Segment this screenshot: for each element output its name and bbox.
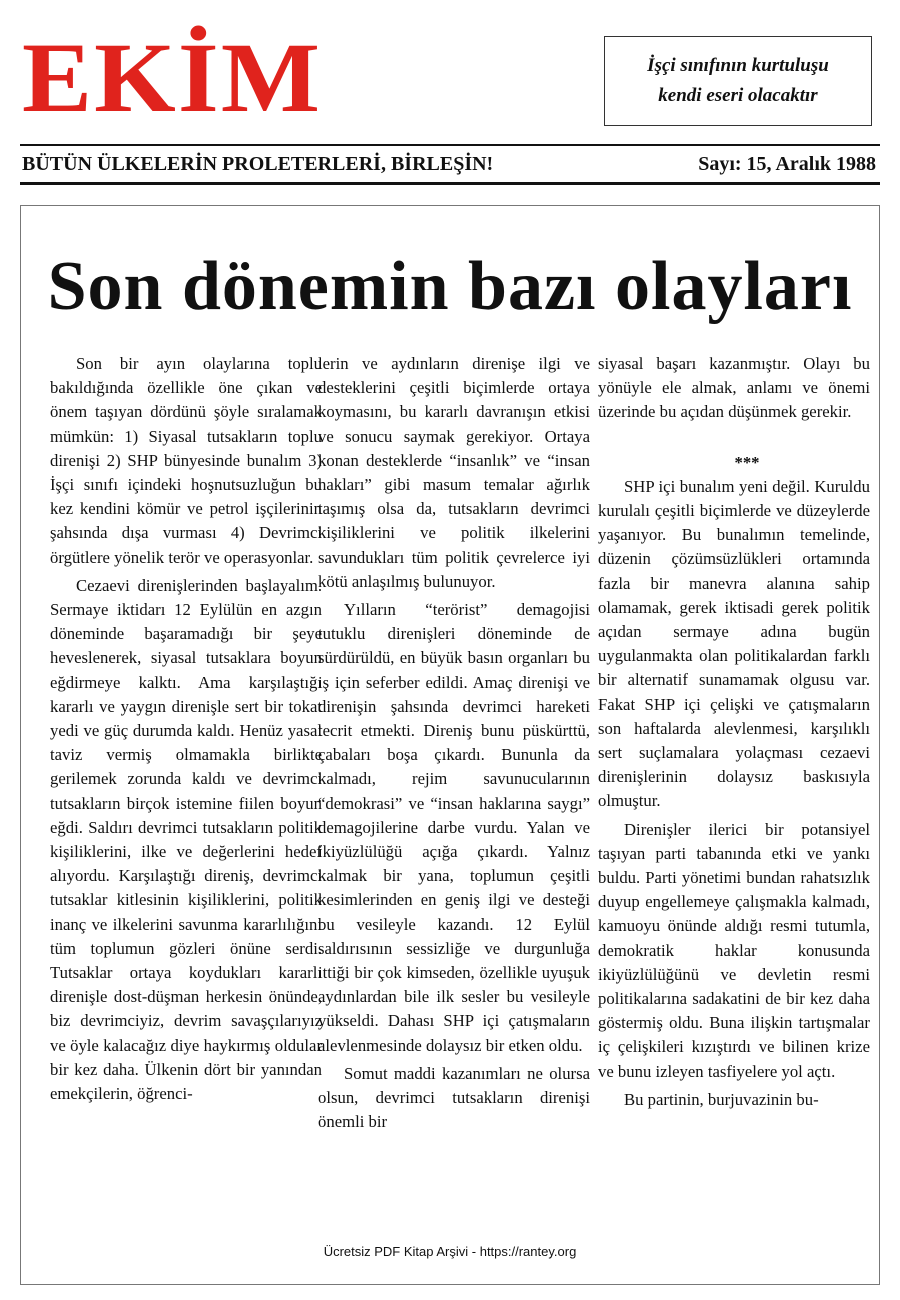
- issue-info: Sayı: 15, Aralık 1988: [698, 153, 876, 175]
- slogan-box: [604, 36, 872, 126]
- paragraph: SHP içi bunalım yeni değil. Kuruldu kurulalı çeşitli biçimlerde ve düzeylerde yaşanıyor. Bu bunalımın temelinde, düzenin çözümsüzlükleri ortamında fazla bir manevra alanına sahip olamamak, gerek iktisadi gerek politik açıdan sermaye adına bugün uygulanmakta olan politikalardan farklı bir alternatif sunamamak olgusu var. Fakat SHP içi çelişki ve çatışmaların son haftalarda alevlenmesi, karşılıklı sert suçlamalara yolaçması cezaevi direnişlerinin dolaysız baskısıyla olmuştur.: [598, 476, 870, 811]
- paragraph: Son bir ayın olaylarına toplu bakıldığında özellikle öne çıkan ve önem taşıyan dördünü şöyle sıralamak mümkün: 1) Siyasal tutsakların toplu direnişi 2) SHP bünyesinde bunalım 3) İşçi sınıfı içindeki hoşnutsuzluğun bu kez kendini kömür ve petrol işçilerinin şahsında dışa vurması 4) Devrimci örgütlere yönelik terör ve operasyonlar.: [50, 354, 322, 567]
- article-column-2: [318, 352, 590, 1135]
- paragraph: Yılların “terörist” demagojisi tutuklu direnişleri döneminde de sürdürüldü, en büyük basın organları bu iş için seferber edildi. Amaç direnişi ve direnişin şahsında devrimci hareketi tecrit etmekti. Direniş bunu püskürttü, çabaları boşa çıkardı. Bununla da kalmadı, rejim savunucularının “demokrasi” ve “insan haklarına saygı” demagojilerine darbe vurdu. Yalan ve ikiyüzlülüğü açığa çıkardı. Yalnız kalmak bir yana, toplumun çeşitli kesimlerinden en geniş ilgi ve desteği bu vesileyle kazandı. 12 Eylül saldırısının sessizliğe ve durgunluğa ittiği bir çok kimseden, özellikle uyuşuk aydınlardan bile ilk sesler bu vesileyle yükseldi. Dahası SHP içi çatışmaların alevlenmesinde dolaysız bir etken oldu.: [318, 600, 590, 1055]
- masthead-top-rule: [20, 144, 880, 146]
- paragraph: Somut maddi kazanımları ne olursa olsun, devrimci tutsakların direnişi önemli bir: [318, 1063, 590, 1132]
- slogan-line-2: kendi eseri olacaktır: [658, 85, 818, 106]
- paragraph: Bu partinin, burjuvazinin bu-: [624, 1089, 819, 1109]
- masthead-strap: BÜTÜN ÜLKELERİN PROLETERLERİ, BİRLEŞİN!: [22, 153, 494, 175]
- paragraph: Direnişler ilerici bir potansiyel taşıyan parti tabanında etki ve yankı buldu. Parti yönetimi bundan rahatsızlık duyup engellemeye çalışmakla kalmadı, kamuoyu önünde aldığı resmi tutumla, demokratik haklar konusunda ikiyüzlülüğünü ve devletin resmi politikalarına sadakatini de bir kez daha göstermiş oldu. Buna ilişkin tartışmalar iç çelişkileri kızıştırdı ve bilinen krize ve bunu izleyen tasfiyelere yol açtı.: [598, 819, 870, 1081]
- masthead-logo: EKİM: [22, 22, 323, 133]
- article-headline: Son dönemin bazı olayları: [47, 248, 853, 325]
- section-separator: ***: [734, 452, 760, 472]
- paragraph: lerin ve aydınların direnişe ilgi ve desteklerini çeşitli biçimlerde ortaya koymasını, bu kararlı davranışın etkisi ve sonucu saymak gerekiyor. Ortaya konan desteklerde “insanlık” ve “insan hakları” gibi masum temalar ağırlık taşımış olsa da, tutsakların devrimci kişiliklerini ve politik ilkelerini savundukları tüm politik çevrelerce iyi kötü anlaşılmış bulunuyor.: [318, 354, 590, 591]
- watermark: Ücretsiz PDF Kitap Arşivi - https://rantey.org: [323, 1244, 577, 1259]
- paragraph: Cezaevi direnişlerinden başlayalım. Sermaye iktidarı 12 Eylülün en azgın döneminde başaramadığı bir şeye heveslenerek, siyasal tutsaklara boyun eğdirmeye kalktı. Ama karşılaştığı kararlı ve yaygın direnişle sert bir tokat yedi ve güç durumda kaldı. Henüz yasal taviz vermiş olmamakla birlikte gerilemek zorunda kaldı ve devrimci tutsakların birçok istemine fiilen boyun eğdi. Saldırı devrimci tutsakların politik kişiliklerini, ilke ve değerlerini hedef alıyordu. Karşılaştığı direniş, devrimci tutsaklar kitlesinin kişiliklerini, politik inanç ve ilkelerini savunma kararlılığını tüm toplumun gözleri önüne serdi. Tutsaklar ortaya koydukları kararlı direnişle dost-düşman herkesin önünde, biz devrimciyiz, devrim savaşçılarıyız ve öyle kalacağız diye haykırmış oldular bir kez daha. Ülkenin dört bir yanından emekçilerin, öğrenci-: [50, 575, 322, 1104]
- masthead-bottom-rule: [20, 182, 880, 185]
- slogan-line-1: İşçi sınıfının kurtuluşu: [647, 55, 829, 76]
- article-column-1: [50, 352, 322, 1106]
- paragraph: siyasal başarı kazanmıştır. Olayı bu yönüyle ele almak, anlamı ve önemi üzerinde bu açıdan düşünmek gerekir.: [598, 354, 870, 422]
- article-column-3: [598, 352, 870, 1112]
